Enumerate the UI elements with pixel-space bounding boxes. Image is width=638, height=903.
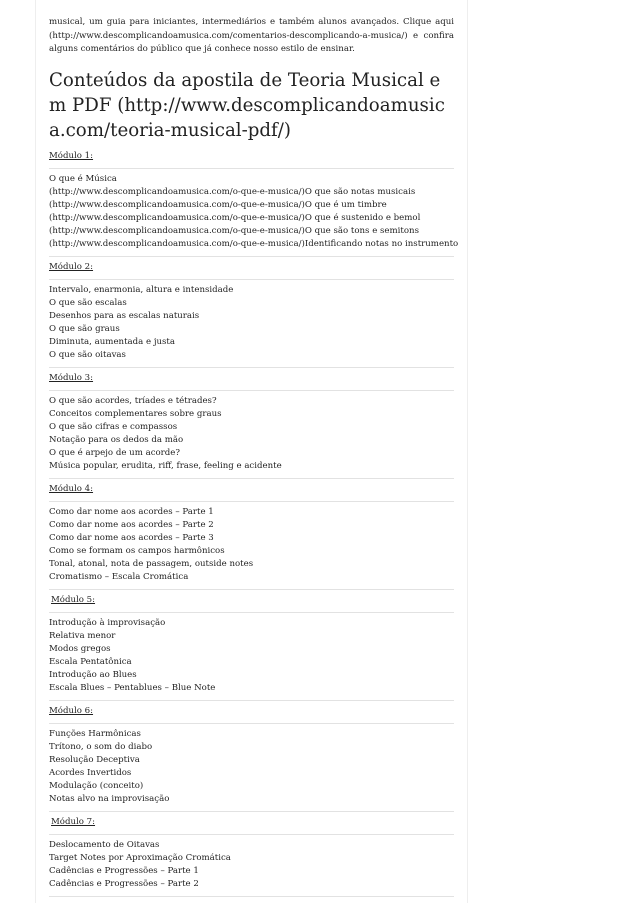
module-topic: O que são graus bbox=[49, 323, 120, 334]
divider bbox=[49, 168, 454, 169]
module-topic: Acordes Invertidos bbox=[49, 767, 132, 778]
module-header: Módulo 1: bbox=[49, 150, 94, 161]
module-section bbox=[49, 372, 454, 479]
module-section bbox=[49, 594, 454, 701]
module-topic: Como dar nome aos acordes – Parte 1 bbox=[49, 506, 214, 517]
module-topic: Notas alvo na improvisação bbox=[49, 793, 170, 804]
module-topic: (http://www.descomplicandoamusica.com/o-que-e-musica/)O que é um timbre bbox=[49, 199, 387, 210]
module-section bbox=[49, 483, 454, 590]
module-topic: O que é arpejo de um acorde? bbox=[49, 447, 180, 458]
module-topic: Modulação (conceito) bbox=[49, 780, 144, 791]
module-topic: Música popular, erudita, riff, frase, feeling e acidente bbox=[49, 460, 282, 471]
divider bbox=[49, 700, 454, 701]
module-topic: O que são escalas bbox=[49, 297, 127, 308]
module-topic-list bbox=[49, 173, 459, 251]
module-topic-list bbox=[49, 617, 454, 695]
module-topic: Notação para os dedos da mão bbox=[49, 434, 184, 445]
module-topic: Modos gregos bbox=[49, 643, 111, 654]
module-topic: (http://www.descomplicandoamusica.com/o-que-e-musica/)O que são notas musicais bbox=[49, 186, 416, 197]
divider bbox=[49, 367, 454, 368]
divider bbox=[49, 501, 454, 502]
modules-list bbox=[49, 150, 459, 897]
module-topic: Deslocamento de Oitavas bbox=[49, 839, 160, 850]
intro-line: (http://www.descomplicandoamusica.com/comentarios-descomplicando-a-musica/) e confira bbox=[49, 30, 454, 41]
divider bbox=[49, 834, 454, 835]
module-topic: Tonal, atonal, nota de passagem, outside notes bbox=[49, 558, 254, 569]
module-topic: Trítono, o som do diabo bbox=[49, 741, 153, 752]
intro-line: musical, um guia para iniciantes, intermediários e também alunos avançados. Clique aqui bbox=[49, 17, 454, 27]
module-topic: Cadências e Progressões – Parte 2 bbox=[49, 878, 199, 889]
module-header: Módulo 6: bbox=[49, 705, 94, 716]
module-topic: (http://www.descomplicandoamusica.com/o-que-e-musica/)O que é sustenido e bemol bbox=[49, 212, 421, 223]
module-section bbox=[49, 705, 454, 812]
module-topic: Cadências e Progressões – Parte 1 bbox=[49, 865, 199, 876]
module-topic: O que é Música bbox=[49, 173, 117, 184]
module-topic: (http://www.descomplicandoamusica.com/o-que-e-musica/)Identificando notas no instrumento bbox=[49, 238, 459, 249]
module-topic: Target Notes por Aproximação Cromática bbox=[49, 852, 231, 863]
module-section bbox=[49, 816, 454, 897]
module-topic: Introdução à improvisação bbox=[49, 617, 166, 628]
divider bbox=[49, 478, 454, 479]
module-topic: (http://www.descomplicandoamusica.com/o-que-e-musica/)O que são tons e semitons bbox=[49, 225, 419, 236]
module-topic: Diminuta, aumentada e justa bbox=[49, 336, 176, 347]
module-topic: Cromatismo – Escala Cromática bbox=[49, 571, 189, 582]
module-topic-list bbox=[49, 728, 454, 806]
module-header: Módulo 7: bbox=[51, 816, 96, 827]
module-topic-list bbox=[49, 506, 454, 584]
module-topic: Escala Pentatônica bbox=[49, 656, 132, 667]
module-topic-list bbox=[49, 284, 454, 362]
module-topic: O que são acordes, tríades e tétrades? bbox=[49, 395, 217, 406]
module-header: Módulo 4: bbox=[49, 483, 94, 494]
divider bbox=[49, 589, 454, 590]
module-topic-list bbox=[49, 395, 454, 473]
section-title: Conteúdos da apostila de Teoria Musical em PDF (http://www.descomplicandoamusica.com/teoria-musical-pdf/) bbox=[49, 69, 445, 141]
module-topic: O que são cifras e compassos bbox=[49, 421, 178, 432]
divider bbox=[49, 612, 454, 613]
intro-paragraph bbox=[49, 16, 454, 57]
module-header: Módulo 2: bbox=[49, 261, 94, 272]
divider bbox=[49, 390, 454, 391]
divider bbox=[49, 896, 454, 897]
module-topic: Como se formam os campos harmônicos bbox=[49, 545, 225, 556]
divider bbox=[49, 811, 454, 812]
module-topic: O que são oitavas bbox=[49, 349, 126, 360]
module-topic: Introdução ao Blues bbox=[49, 669, 137, 680]
intro-line: alguns comentários do público que já conhece nosso estilo de ensinar. bbox=[49, 44, 355, 55]
module-section bbox=[49, 261, 454, 368]
module-header: Módulo 3: bbox=[49, 372, 94, 383]
module-topic: Intervalo, enarmonia, altura e intensidade bbox=[49, 284, 234, 295]
module-topic: Conceitos complementares sobre graus bbox=[49, 408, 222, 419]
module-topic-list bbox=[49, 839, 454, 891]
document-page bbox=[35, 0, 468, 903]
module-section bbox=[49, 150, 459, 257]
module-header: Módulo 5: bbox=[51, 594, 96, 605]
module-topic: Escala Blues – Pentablues – Blue Note bbox=[49, 682, 216, 693]
module-topic: Funções Harmônicas bbox=[49, 728, 141, 739]
module-topic: Como dar nome aos acordes – Parte 2 bbox=[49, 519, 214, 530]
divider bbox=[49, 256, 454, 257]
divider bbox=[49, 723, 454, 724]
divider bbox=[49, 279, 454, 280]
module-topic: Relativa menor bbox=[49, 630, 116, 641]
module-topic: Resolução Deceptiva bbox=[49, 754, 140, 765]
module-topic: Desenhos para as escalas naturais bbox=[49, 310, 200, 321]
document-content bbox=[49, 16, 459, 901]
module-topic: Como dar nome aos acordes – Parte 3 bbox=[49, 532, 214, 543]
